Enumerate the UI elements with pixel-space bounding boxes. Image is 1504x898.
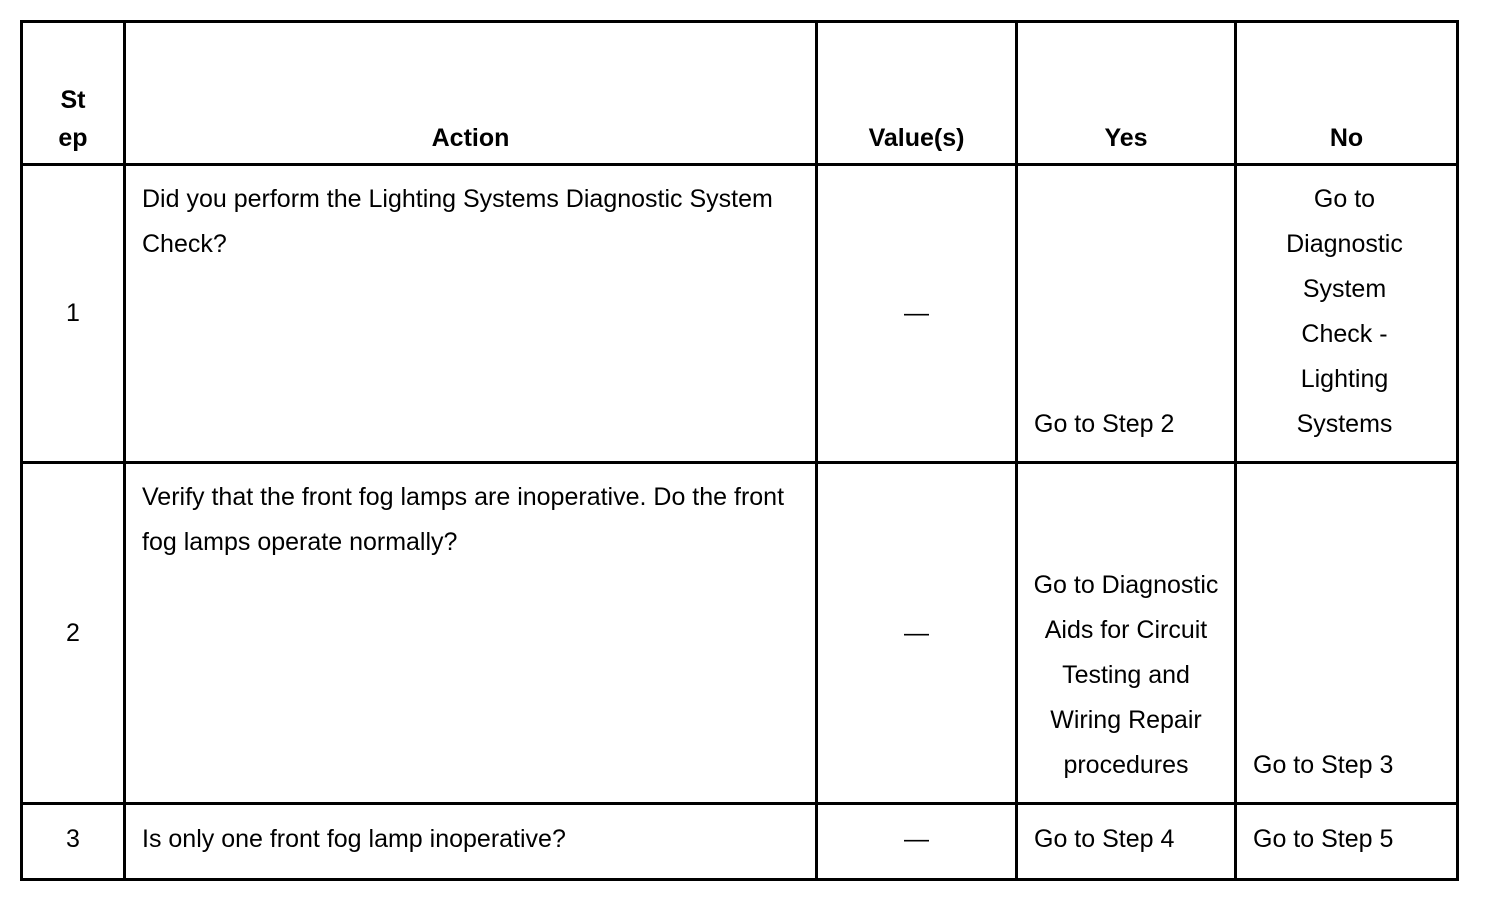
action-text: Verify that the front fog lamps are inoperative. Do the front fog lamps operate normally? xyxy=(125,463,817,804)
yes-text: Go to Step 2 xyxy=(1017,165,1236,463)
no-text: Go to Step 5 xyxy=(1236,804,1458,880)
value-text: — xyxy=(817,804,1017,880)
header-step-line1: St xyxy=(60,86,86,114)
action-text: Did you perform the Lighting Systems Diagnostic System Check? xyxy=(125,165,817,463)
no-text: Go to Diagnostic System Check - Lighting Systems xyxy=(1236,165,1458,463)
header-step-line2: ep xyxy=(58,124,88,152)
table-row xyxy=(22,804,1458,880)
table-row xyxy=(22,463,1458,804)
header-step xyxy=(22,22,125,165)
step-number: 2 xyxy=(22,463,125,804)
header-action: Action xyxy=(125,22,817,165)
header-no: No xyxy=(1236,22,1458,165)
yes-text: Go to Step 4 xyxy=(1017,804,1236,880)
value-text: — xyxy=(817,165,1017,463)
header-row xyxy=(22,22,1458,165)
table-row xyxy=(22,165,1458,463)
no-text: Go to Step 3 xyxy=(1236,463,1458,804)
yes-text: Go to Diagnostic Aids for Circuit Testing and Wiring Repair procedures xyxy=(1017,463,1236,804)
header-values: Value(s) xyxy=(817,22,1017,165)
header-yes: Yes xyxy=(1017,22,1236,165)
value-text: — xyxy=(817,463,1017,804)
action-text: Is only one front fog lamp inoperative? xyxy=(125,804,817,880)
diagnostic-table xyxy=(20,20,1459,881)
step-number: 3 xyxy=(22,804,125,880)
step-number: 1 xyxy=(22,165,125,463)
